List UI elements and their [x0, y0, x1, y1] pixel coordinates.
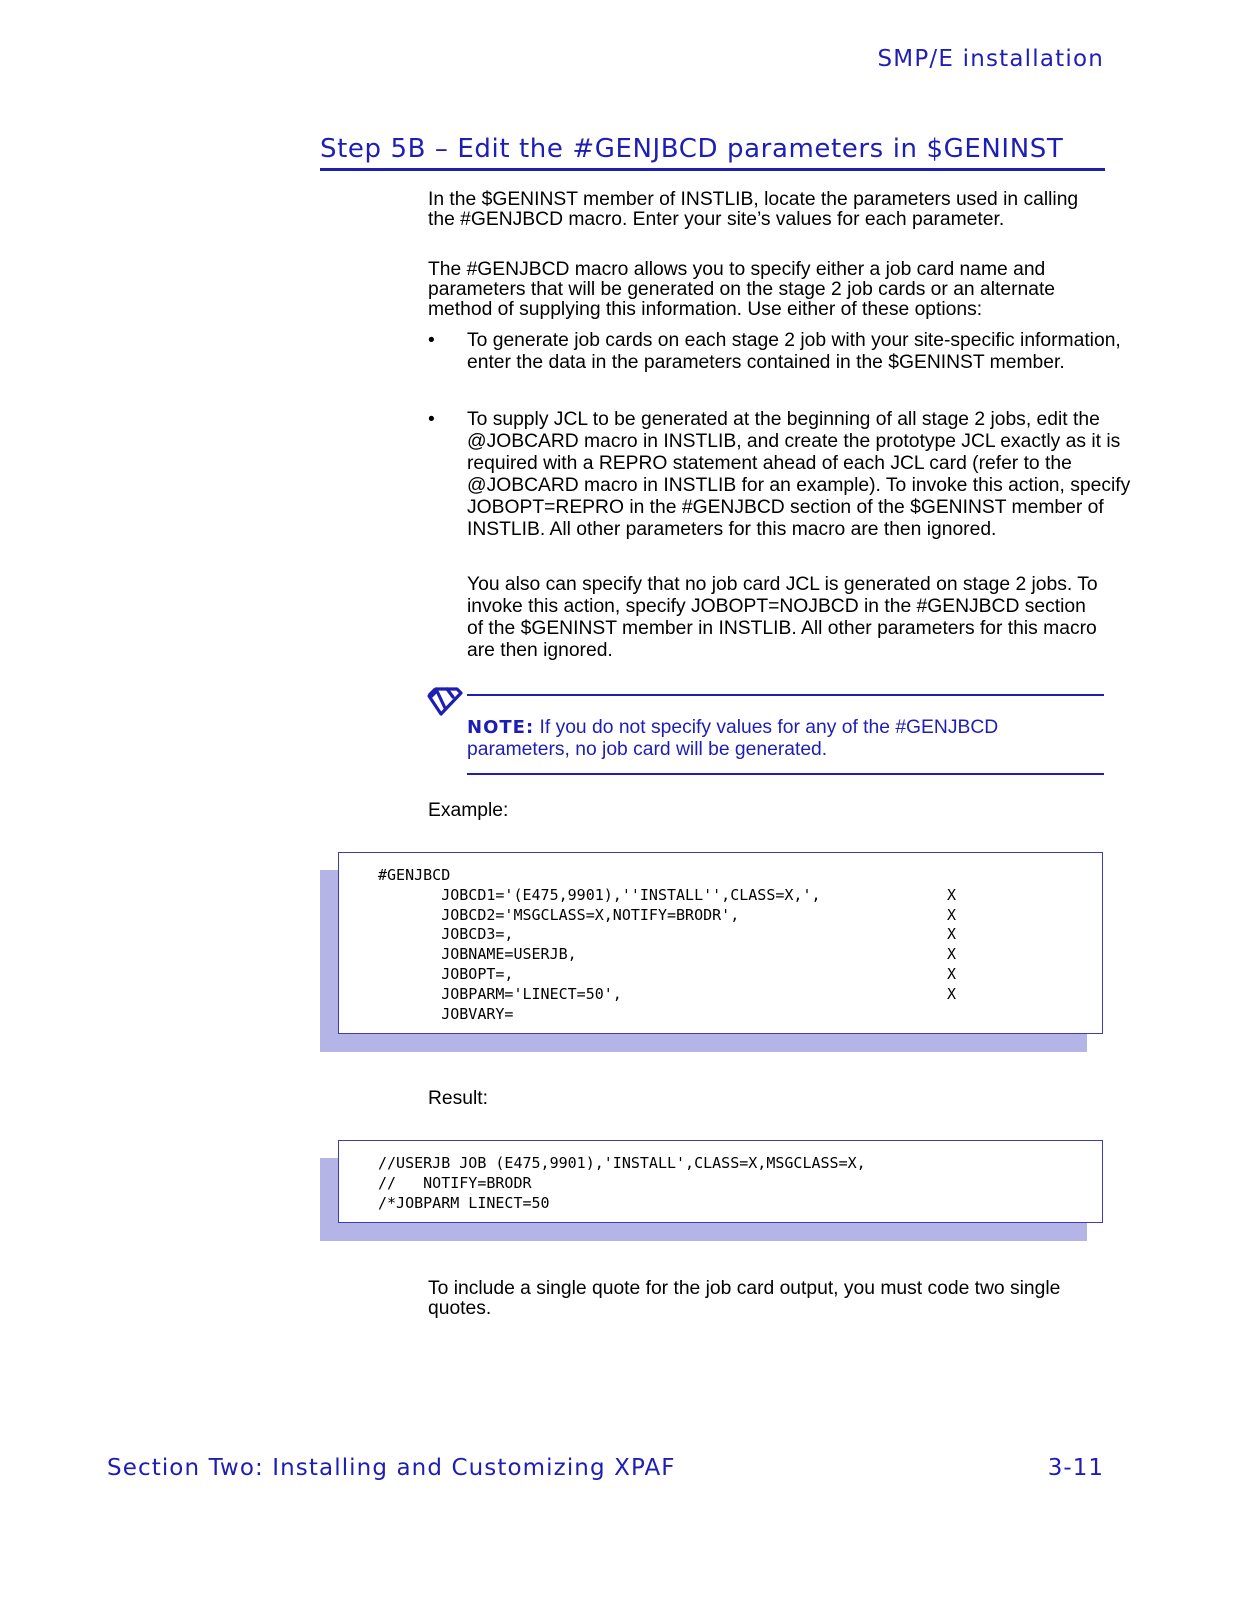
list-item-text: To generate job cards on each stage 2 job with your site-specific information, enter the data in the parameters contained in the $GENINST member.: [467, 330, 1121, 373]
step-heading: Step 5B – Edit the #GENJBCD parameters in $GENINST: [320, 134, 1105, 171]
example-label: Example:: [428, 800, 509, 821]
note-divider-top: [467, 694, 1104, 696]
bullet-continuation: You also can specify that no job card JCL is generated on stage 2 jobs. To invoke this action, specify JOBOPT=NOJBCD in the #GENJBCD section of the $GENINST member in INSTLIB. All other parameters for this macro are then ignored.: [467, 574, 1098, 661]
quote-paragraph: To include a single quote for the job card output, you must code two single quotes.: [428, 1278, 1061, 1319]
running-head: SMP/E installation: [877, 46, 1104, 72]
result-code: //USERJB JOB (E475,9901),'INSTALL',CLASS=X,MSGCLASS=X, // NOTIFY=BRODR /*JOBPARM LINECT=50: [378, 1154, 866, 1212]
bullet-marker: •: [428, 330, 435, 351]
note-body: If you do not specify values for any of the #GENJBCD parameters, no job card will be generated.: [467, 717, 999, 760]
footer-section-title: Section Two: Installing and Customizing XPAF: [107, 1455, 676, 1481]
note-divider-bottom: [467, 773, 1104, 775]
example-code-block: [338, 852, 1103, 1034]
pencil-note-icon: [426, 682, 464, 718]
intro-paragraph: In the $GENINST member of INSTLIB, locate the parameters used in calling the #GENJBCD macro. Enter your site’s values for each parameter.: [428, 189, 1079, 230]
example-code: #GENJBCD JOBCD1='(E475,9901),''INSTALL'',CLASS=X,', X JOBCD2='MSGCLASS=X,NOTIFY=BRODR', X JOBCD3=, X JOBNAME=USERJB, X JOBOPT=, X JOBPARM='LINECT=50', X JOBVARY=: [378, 866, 956, 1023]
options-paragraph: The #GENJBCD macro allows you to specify either a job card name and parameters that will be generated on the stage 2 job cards or an alternate method of supplying this information. Use either of these options:: [428, 259, 1056, 320]
note-text: [467, 717, 1104, 761]
list-item-text: To supply JCL to be generated at the beginning of all stage 2 jobs, edit the @JOBCARD macro in INSTLIB, and create the prototype JCL exactly as it is required with a REPRO statement ahead of each JCL card (refer to the @JOBCARD macro in INSTLIB for an example). To invoke this action, specify JOBOPT=REPRO in the #GENJBCD section of the $GENINST member of INSTLIB. All other parameters for this macro are then ignored.: [467, 409, 1131, 540]
note-label: NOTE:: [467, 717, 535, 738]
bullet-marker: •: [428, 409, 435, 430]
result-code-block: [338, 1140, 1103, 1223]
list-item: [428, 330, 1143, 374]
page-number: 3-11: [1047, 1455, 1104, 1481]
result-label: Result:: [428, 1088, 489, 1109]
list-item: [428, 409, 1143, 541]
